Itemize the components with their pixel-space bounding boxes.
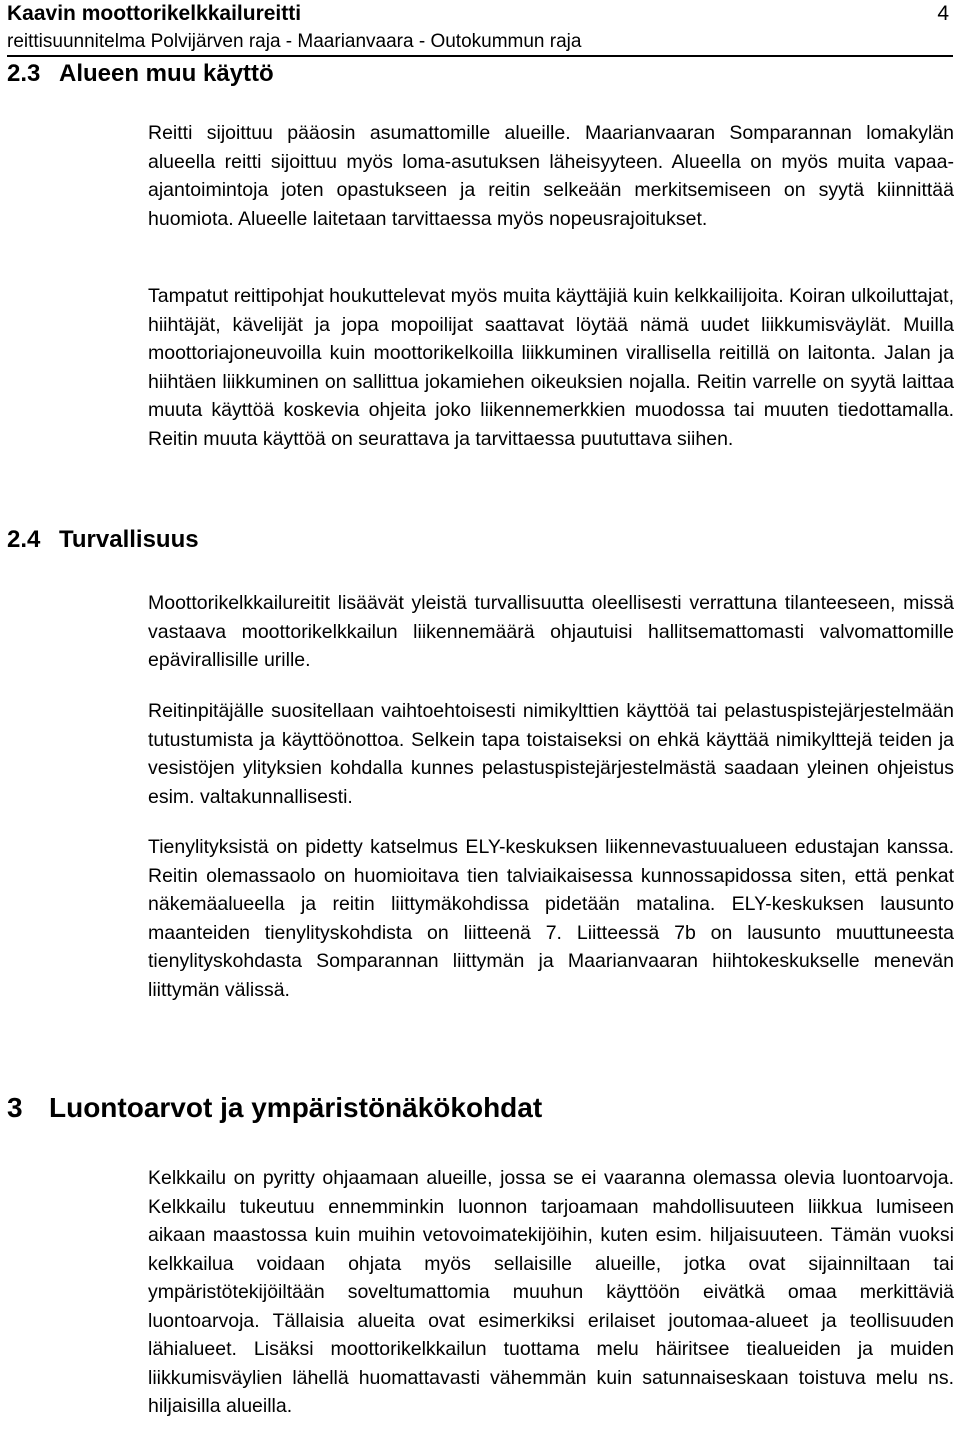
paragraph: Reitti sijoittuu pääosin asumattomille alueille. Maarianvaaran Somparannan lomakylän alueella reitti sijoittuu myös loma-asutuksen läheisyyteen. Alueella on myös muita vapaa-ajantoimintoja joten opastukseen ja reitin selkeään merkitsemiseen on syytä kiinnittää huomiota. Alueelle laitetaan tarvittaessa myös nopeusrajoitukset. — [148, 122, 954, 230]
paragraph: Tienylityksistä on pidetty katselmus ELY-keskuksen liikennevastuualueen edustajan kanssa. Reitin olemassaolo on huomioitava tien talviaikaisessa kunnossapidossa siten, että penkat näkemäalueella ja reitin liittymäkohdissa pidetään matalina. ELY-keskuksen lausunto maanteiden tienylityskohdista on liitteenä 7. Liitteessä 7b on lausunto muuttuneesta tienylityskohdasta Somparannan liittymän ja Maarianvaaran hiihtokeskukselle menevän liittymän välissä. — [148, 836, 954, 1001]
paragraph: Moottorikelkkailureitit lisäävät yleistä turvallisuutta oleellisesti verrattuna tilanteeseen, missä vastaava moottorikelkkailun liikennemäärä ohjautuisi hallitsemattomasti valvomattomille epävirallisille urille. — [148, 592, 954, 671]
section-title: Turvallisuus — [59, 526, 199, 553]
paragraph: Reitinpitäjälle suositellaan vaihtoehtoisesti nimikylttien käyttöä tai pelastuspistejärjestelmään tutustumista ja käyttöönottoa. Selkein tapa toistaiseksi on ehkä käyttää nimikylttejä teiden ja vesistöjen ylityksien kohdalla kunnes pelastuspistejärjestelmästä saadaan yleinen ohjeistus esim. valtakunnallisesti. — [148, 700, 954, 808]
section-number: 3 — [7, 1092, 23, 1123]
section-title: Alueen muu käyttö — [59, 60, 274, 87]
section-number: 2.3 — [7, 60, 41, 87]
header-rule — [7, 55, 953, 57]
section-title: Luontoarvot ja ympäristönäkökohdat — [49, 1092, 543, 1123]
page-number: 4 — [937, 2, 949, 25]
section-heading-3 — [7, 1092, 542, 1124]
section-heading-2-3 — [7, 60, 274, 88]
section-heading-2-4 — [7, 526, 199, 554]
paragraph: Kelkkailu on pyritty ohjaamaan alueille, jossa se ei vaaranna olemassa olevia luontoarvoja. Kelkkailu tukeutuu ennemminkin luonnon tarjoamaan mahdollisuuteen liikkua lumiseen aikaan maastossa kuin muihin vetovoimatekijöihin, kuten esim. hiljaisuuteen. Tämän vuoksi kelkkailua voidaan ohjata myös sellaisille alueille, jotka ovat sijainniltaan tai ympäristötekijöiltään soveltumattomia muuhun käyttöön eivätkä omaa merkittäviä luontoarvoja. Tällaisia alueita ovat esimerkiksi erilaiset joutomaa-alueet ja teollisuuden lähialueet. Lisäksi moottorikelkkailun tuottama melu häiritsee tiealueiden ja muiden liikkumisväylien lähellä huomattavasti vähemmän kuin satunnaiseskaan toistuva melu ns. hiljaisilla alueilla. — [148, 1167, 954, 1417]
document-subtitle: reittisuunnitelma Polvijärven raja - Maarianvaara - Outokummun raja — [7, 31, 582, 52]
document-title: Kaavin moottorikelkkailureitti — [7, 2, 302, 25]
section-number: 2.4 — [7, 526, 41, 553]
paragraph: Tampatut reittipohjat houkuttelevat myös muita käyttäjiä kuin kelkkailijoita. Koiran ulkoiluttajat, hiihtäjät, kävelijät ja jopa mopoilijat saattavat löytää nämä uudet liikkumisväylät. Muilla moottoriajoneuvoilla kuin moottorikelkoilla liikkuminen virallisella reitillä on laitonta. Jalan ja hiihtäen liikkuminen on sallittua jokamiehen oikeuksien nojalla. Reitin varrelle on syytä laittaa muuta käyttöä koskevia ohjeita joko liikennemerkkien muodossa tai muuten tiedottamalla. Reitin muuta käyttöä on seurattava ja tarvittaessa puututtava siihen. — [148, 285, 954, 450]
